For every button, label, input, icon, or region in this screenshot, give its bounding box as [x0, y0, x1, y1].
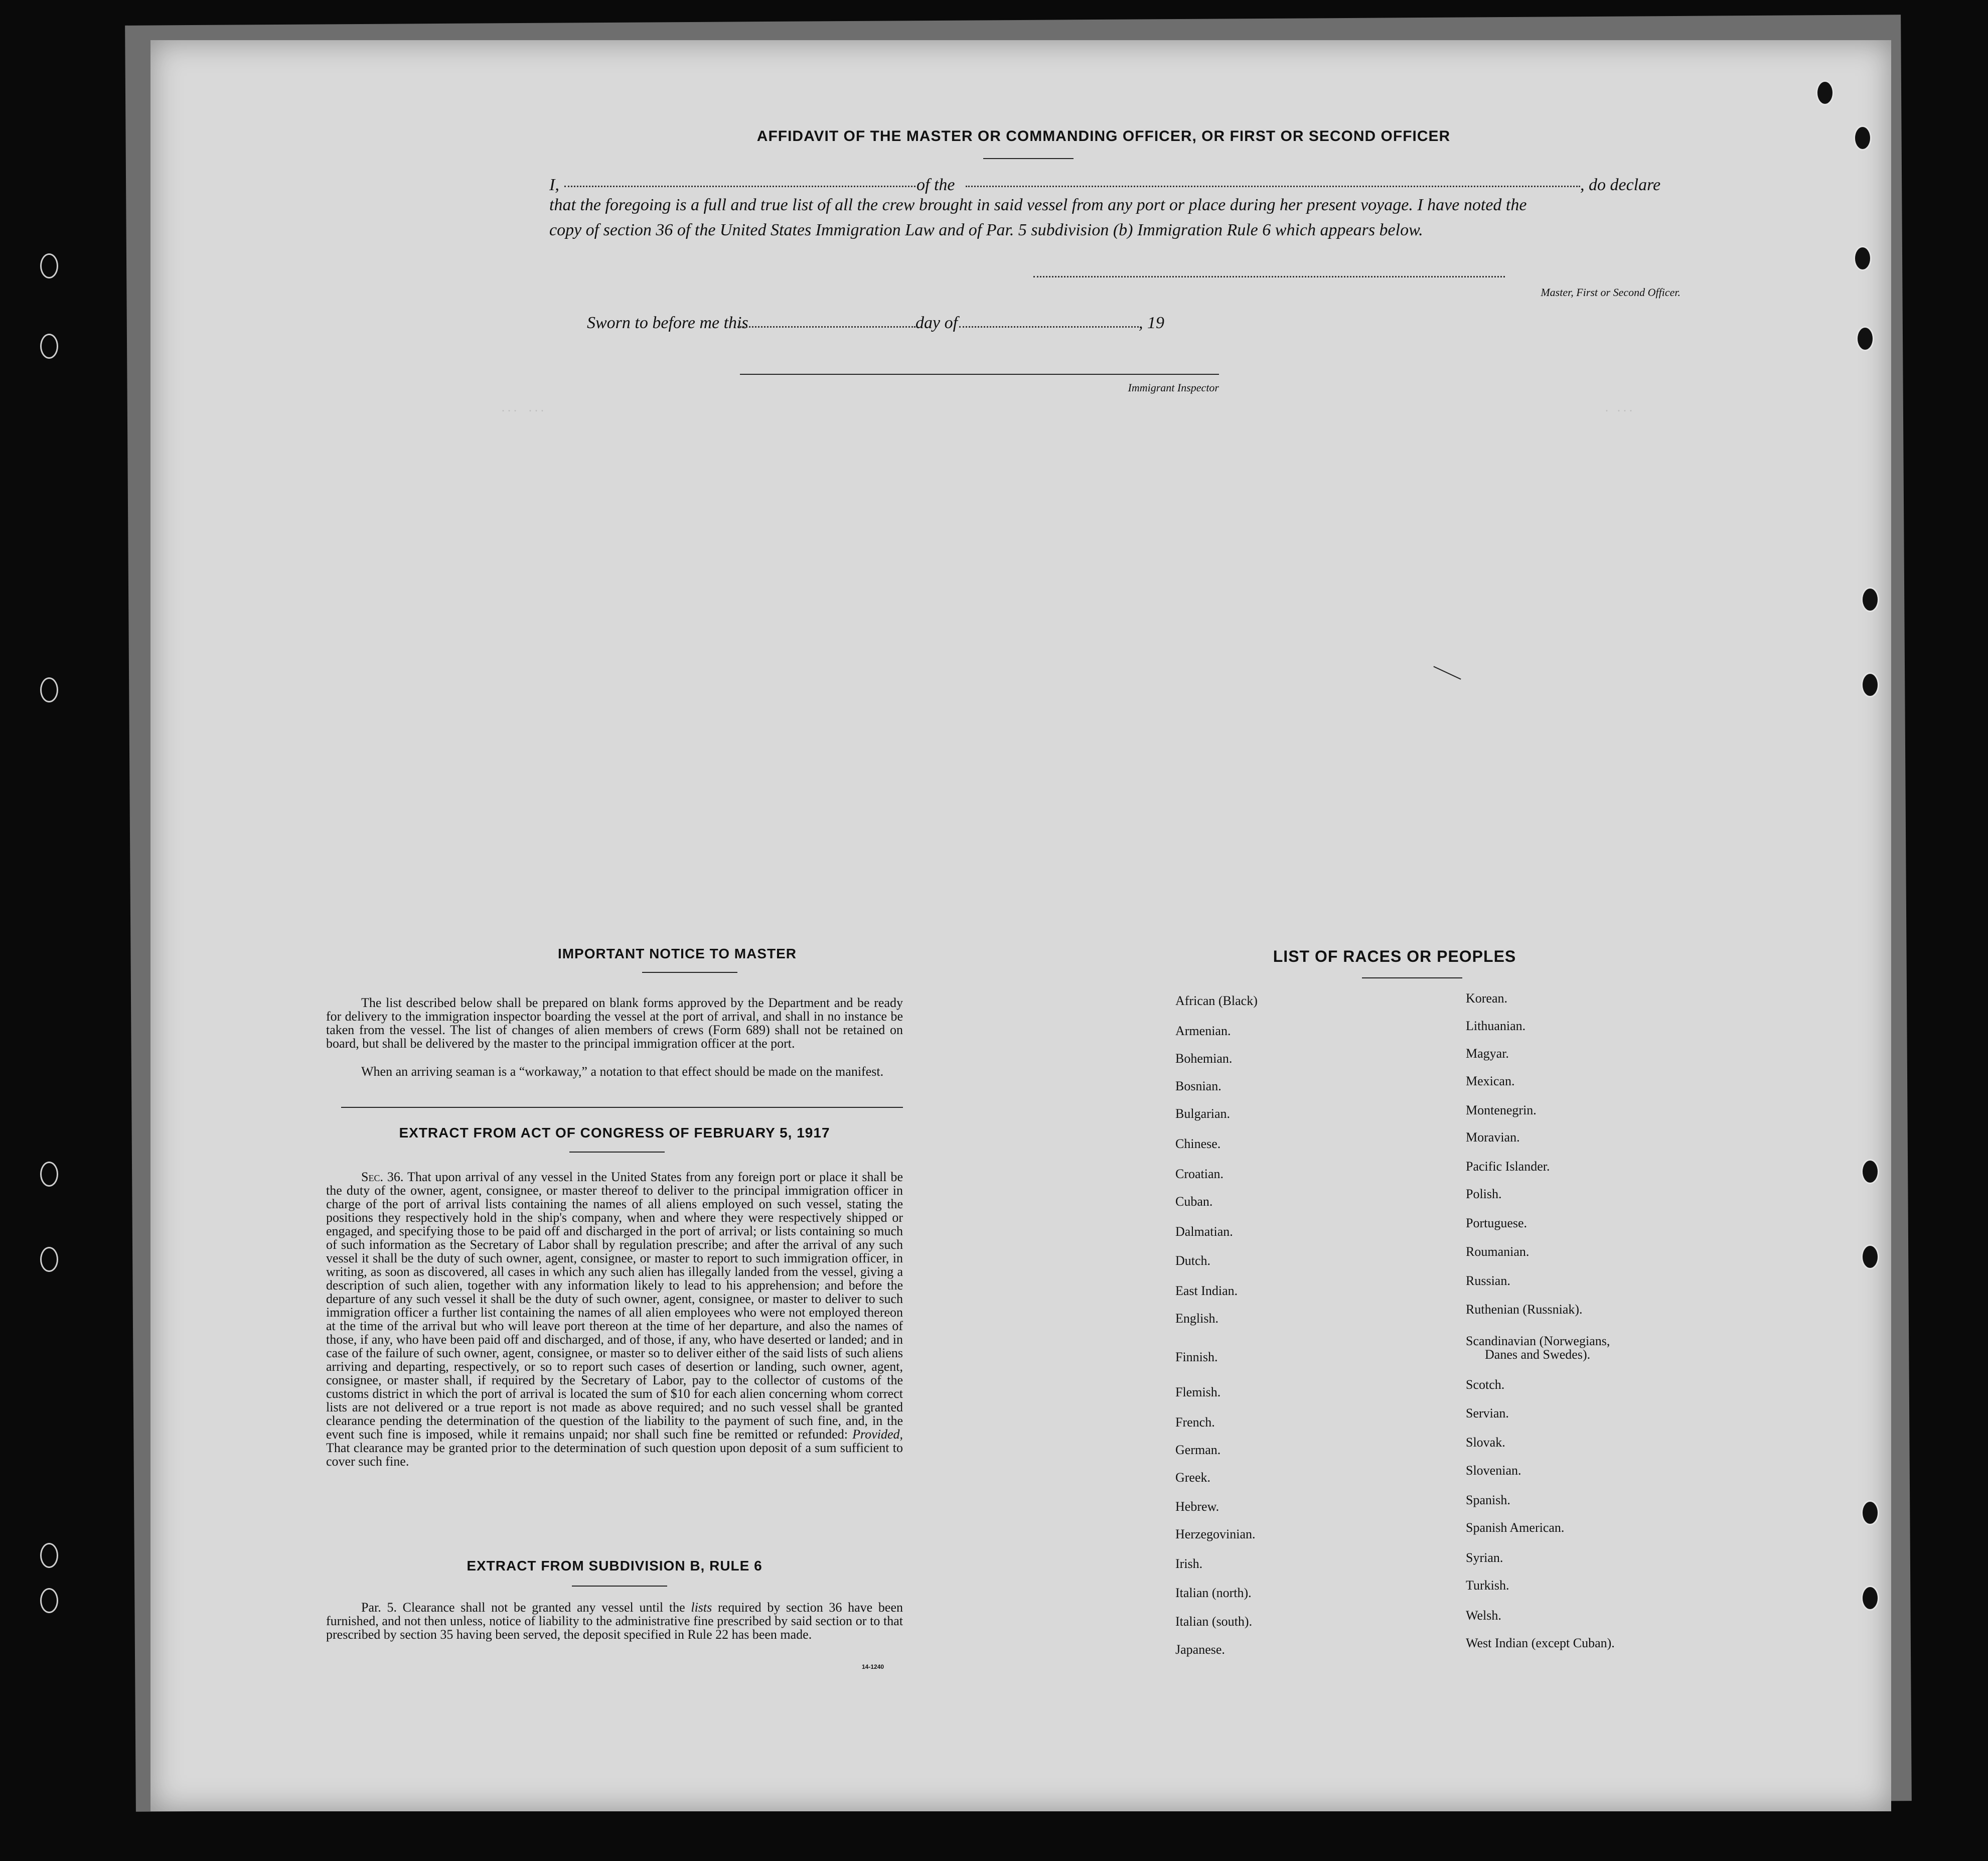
races-divider [1362, 977, 1462, 978]
binder-hole-icon [1854, 125, 1872, 151]
rule-text-a: Par. 5. Clearance shall not be granted any vessel until the [361, 1600, 685, 1615]
sworn-prefix: Sworn to before me this [587, 314, 748, 332]
section-label: Sec. 36. [361, 1170, 404, 1184]
act-divider [569, 1152, 665, 1153]
race-left-item: Bulgarian. [1175, 1106, 1231, 1121]
affidavit-line-3: copy of section 36 of the United States Immigration Law and of Par. 5 subdivision (b) Immigration Rule 6 which appears below. [549, 221, 1423, 239]
binder-hole-icon [40, 677, 58, 702]
race-right-item: Korean. [1466, 991, 1508, 1006]
notice-paragraph-1: The list described below shall be prepared on blank forms approved by the Department and be ready for delivery to the immigration inspector boarding the vessel at the port of arrival, and shall in no instance be taken from the vessel. The list of changes of alien members of crews (Form 689) shall not be retained on board, but shall be delivered by the master to the principal immigration officer at the port. [326, 995, 903, 1051]
section-36-text: That upon arrival of any vessel in the United States from any foreign port or place it shall be the duty of the owner, agent, consignee, or master thereof to deliver to the principal immigration officer in charge of the port of arrival lists containing the names of all aliens employed on such vessel, stating the positions they respectively hold in the ship's company, when and where they were respectively shipped or engaged, and specifying those to be paid off and discharged in the port of arrival; or lists containing so much of such information as the Secretary of Labor shall by regulation prescribe; and after the arrival of any such vessel it shall be the duty of such owner, agent, consignee, or master to report to such immigration officer, in writing, as soon as discovered, all cases in which any such alien has illegally landed from the vessel, giving a description of such alien, together with any information likely to lead to his apprehension; and before the departure of any such vessel it shall be the duty of such owner, agent, consignee, or master to deliver to such immigration officer a further list containing the names of all alien employees who were not employed thereon at the time of the arrival but who will leave port thereon at the time of her departure, and also the names of those, if any, who have been paid off and discharged, and of those, if any, who have deserted or landed; and in case of the failure of such owner, agent, consignee, or master so to deliver either of the said lists of such aliens arriving and departing, respectively, or so to report such cases of desertion or landing, such owner, agent, consignee, or master shall, if required by the Secretary of Labor, pay to the collector of customs of the customs district in which the port of arrival is located the sum of $10 for each alien concerning whom correct lists are not delivered or a true report is not made as above required; and no such vessel shall be granted clearance pending the determination of the question of the liability to the payment of such fine, and, in the event such fine is imposed, while it remains unpaid; nor shall such fine be remitted or refunded: [326, 1170, 903, 1442]
notice-separator [341, 1107, 903, 1108]
signature-label: Master, First or Second Officer. [1541, 286, 1680, 299]
binder-hole-icon [40, 1588, 58, 1613]
name-blank[interactable] [564, 186, 915, 187]
signature-line[interactable] [1033, 276, 1505, 277]
binder-hole-icon [1861, 1244, 1879, 1269]
binder-hole-icon [40, 334, 58, 359]
affidavit-declare: , do declare [1580, 176, 1661, 194]
affidavit-line-2: that the foregoing is a full and true list of all the crew brought in said vessel from any port or place during her present voyage. I have noted the [549, 196, 1527, 214]
race-left-item: Armenian. [1175, 1024, 1231, 1038]
section-36-text-end: That clearance may be granted prior to the determination of such question upon deposit of a sum sufficient to cover such fine. [326, 1441, 903, 1469]
race-right-item-continuation: Danes and Swedes). [1485, 1347, 1591, 1362]
race-right-item: Russian. [1466, 1273, 1510, 1288]
race-left-item: Bosnian. [1175, 1079, 1221, 1093]
race-right-item: Slovak. [1466, 1435, 1505, 1450]
race-right-item: Pacific Islander. [1466, 1159, 1550, 1174]
race-left-item: Chinese. [1175, 1136, 1221, 1151]
stray-mark [1433, 666, 1461, 679]
rule-extract-text [326, 1601, 903, 1641]
sworn-day-of: day of [915, 314, 958, 332]
race-left-item: French. [1175, 1415, 1215, 1429]
affidavit-i: I, [549, 176, 559, 194]
race-right-item: Spanish. [1466, 1493, 1510, 1507]
race-right-item: Slovenian. [1466, 1463, 1521, 1478]
race-right-item: Spanish American. [1466, 1520, 1565, 1535]
rule-extract-title: EXTRACT FROM SUBDIVISION B, RULE 6 [467, 1558, 762, 1573]
race-right-item: Ruthenian (Russniak). [1466, 1302, 1583, 1317]
binder-hole-icon [1861, 672, 1879, 697]
race-left-item: African (Black) [1175, 993, 1258, 1008]
race-left-item: Italian (south). [1175, 1614, 1253, 1629]
rule-divider [572, 1586, 667, 1587]
binder-hole-icon [1861, 1500, 1879, 1525]
binder-hole-icon [1854, 246, 1872, 271]
binder-hole-icon [1861, 587, 1879, 612]
race-right-item: Syrian. [1466, 1550, 1503, 1565]
race-right-item: Servian. [1466, 1406, 1509, 1420]
race-left-item: Finnish. [1175, 1350, 1218, 1364]
vessel-blank[interactable] [966, 186, 1580, 187]
binder-hole-icon [40, 253, 58, 278]
binder-hole-icon [40, 1543, 58, 1568]
binder-hole-icon [1856, 326, 1874, 351]
binder-hole-icon [1861, 1159, 1879, 1184]
inspector-label: Immigrant Inspector [1128, 381, 1219, 394]
notice-paragraph-2: When an arriving seaman is a “workaway,” a notation to that effect should be made on the manifest. [361, 1064, 884, 1079]
race-right-item: Roumanian. [1466, 1244, 1530, 1259]
race-right-item: Portuguese. [1466, 1216, 1527, 1230]
affidavit-title: AFFIDAVIT OF THE MASTER OR COMMANDING OFFICER, OR FIRST OR SECOND OFFICER [756, 128, 1451, 145]
race-right-item: Polish. [1466, 1187, 1502, 1201]
provided-word: Provided, [852, 1427, 903, 1442]
race-right-item: Scotch. [1466, 1377, 1505, 1392]
race-left-item: East Indian. [1175, 1283, 1238, 1298]
sworn-day-blank[interactable] [737, 326, 915, 328]
race-right-item: Welsh. [1466, 1608, 1501, 1623]
race-left-item: Italian (north). [1175, 1586, 1252, 1600]
act-extract-text [326, 1170, 903, 1468]
race-left-item: Dalmatian. [1175, 1224, 1233, 1239]
race-left-item: English. [1175, 1311, 1218, 1326]
race-right-item: West Indian (except Cuban). [1466, 1636, 1615, 1650]
race-right-item: Montenegrin. [1466, 1103, 1537, 1117]
document-page [150, 40, 1891, 1811]
form-number: 14-1240 [862, 1663, 884, 1670]
bleed-through-mark: . . . . . . [502, 401, 544, 414]
binder-hole-icon [40, 1162, 58, 1187]
notice-divider [642, 972, 737, 973]
affidavit-of-the: of the [916, 176, 955, 194]
sworn-year: , 19 [1139, 314, 1164, 332]
race-left-item: Hebrew. [1175, 1499, 1219, 1514]
notice-title: IMPORTANT NOTICE TO MASTER [557, 946, 797, 961]
race-right-item: Scandinavian (Norwegians, [1466, 1334, 1610, 1348]
race-right-item: Magyar. [1466, 1046, 1509, 1061]
binder-hole-icon [1861, 1586, 1879, 1611]
sworn-month-blank[interactable] [959, 326, 1139, 328]
races-title: LIST OF RACES OR PEOPLES [1273, 947, 1516, 965]
race-left-item: Greek. [1175, 1470, 1211, 1485]
race-left-item: Flemish. [1175, 1385, 1221, 1399]
race-left-item: Japanese. [1175, 1642, 1225, 1657]
race-left-item: German. [1175, 1443, 1221, 1457]
race-left-item: Croatian. [1175, 1167, 1224, 1181]
binder-hole-icon [40, 1247, 58, 1272]
binder-hole-icon [1816, 80, 1834, 105]
race-left-item: Dutch. [1175, 1253, 1211, 1268]
title-divider [983, 158, 1074, 159]
rule-text-b: required by section 36 have been furnished, and not then unless, notice of liability to the administrative fine prescribed by said section or to that prescribed by section 35 having been served, the deposit specified in Rule 22 has been made. [326, 1600, 903, 1642]
race-left-item: Irish. [1175, 1556, 1203, 1571]
race-right-item: Moravian. [1466, 1130, 1520, 1144]
race-right-item: Mexican. [1466, 1074, 1515, 1088]
race-left-item: Bohemian. [1175, 1051, 1233, 1066]
lists-word: lists [691, 1600, 712, 1615]
bleed-through-mark: . . . . [1605, 401, 1632, 414]
inspector-line [740, 374, 1219, 375]
race-left-item: Cuban. [1175, 1194, 1213, 1209]
race-left-item: Herzegovinian. [1175, 1527, 1256, 1541]
race-right-item: Turkish. [1466, 1578, 1509, 1593]
act-extract-title: EXTRACT FROM ACT OF CONGRESS OF FEBRUARY 5, 1917 [399, 1125, 830, 1140]
race-right-item: Lithuanian. [1466, 1019, 1526, 1033]
